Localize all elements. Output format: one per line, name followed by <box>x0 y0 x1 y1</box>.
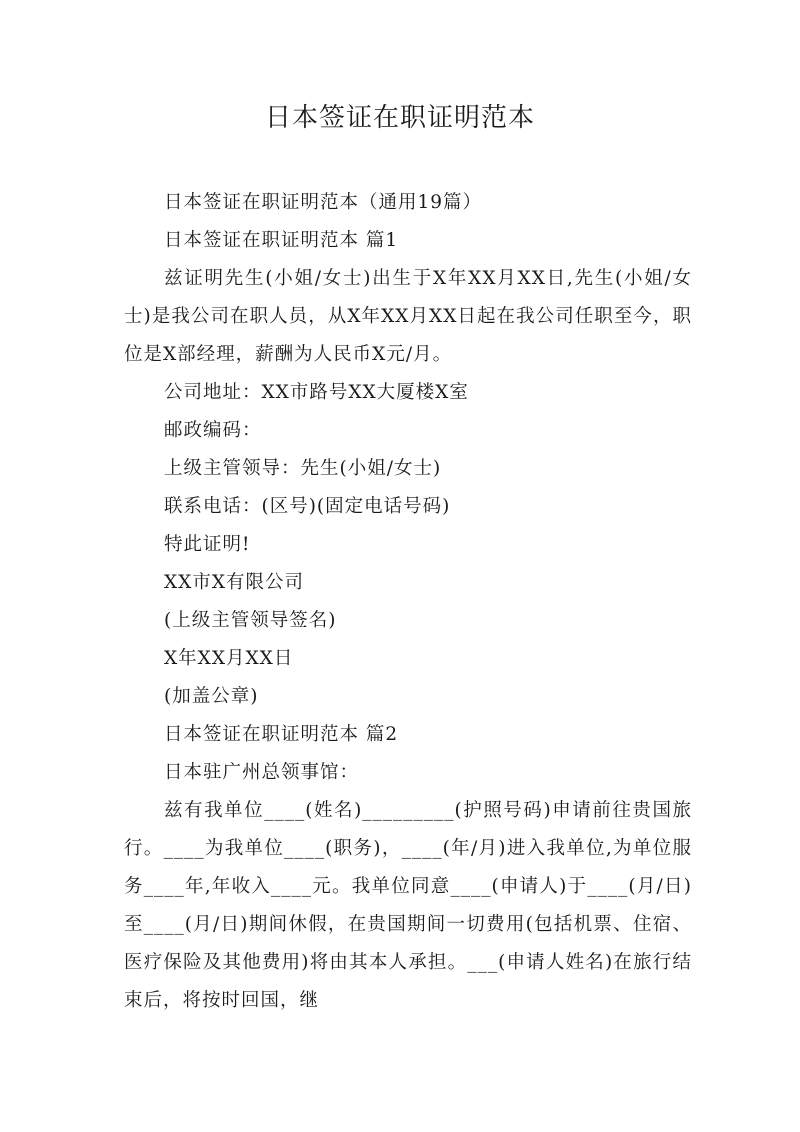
section-heading-2: 日本签证在职证明范本 篇2 <box>164 724 399 745</box>
document-title: 日本签证在职证明范本 <box>264 103 535 133</box>
closing-statement: 特此证明! <box>164 534 251 555</box>
date-line: X年XX月XX日 <box>164 648 294 669</box>
company-address: 公司地址：XX市路号XX大厦楼X室 <box>164 382 469 403</box>
supervisor-line: 上级主管领导：先生(小姐/女士) <box>164 458 442 479</box>
postal-code: 邮政编码： <box>164 420 262 441</box>
intro-line: 日本签证在职证明范本（通用19篇） <box>164 192 483 213</box>
application-paragraph: 兹有我单位____(姓名)_________(护照号码)申请前往贵国旅行。____为我单位____(职务)，____(年/月)进入我单位,为单位服务____年,年收入____元。我单位同意____(申请人)于____(月/日)至____(月/日)期间休假，在贵国期间一切费用(包括机票、住宿、医疗保险及其他费用)将由其本人承担。___(申请人姓名)在旅行结束后，将按时回国，继 <box>124 800 692 1011</box>
certification-paragraph: 兹证明先生(小姐/女士)出生于X年XX月XX日,先生(小姐/女士)是我公司在职人员，从X年XX月XX日起在我公司任职至今，职位是X部经理，薪酬为人民币X元/月。 <box>124 268 692 365</box>
company-name: XX市X有限公司 <box>164 572 305 593</box>
document-body <box>124 184 692 1020</box>
signature-line: (上级主管领导签名) <box>164 610 337 631</box>
contact-phone: 联系电话：(区号)(固定电话号码) <box>164 496 451 517</box>
section-heading-1: 日本签证在职证明范本 篇1 <box>164 230 399 251</box>
addressee-line: 日本驻广州总领事馆： <box>164 762 360 783</box>
seal-line: (加盖公章) <box>164 686 259 707</box>
